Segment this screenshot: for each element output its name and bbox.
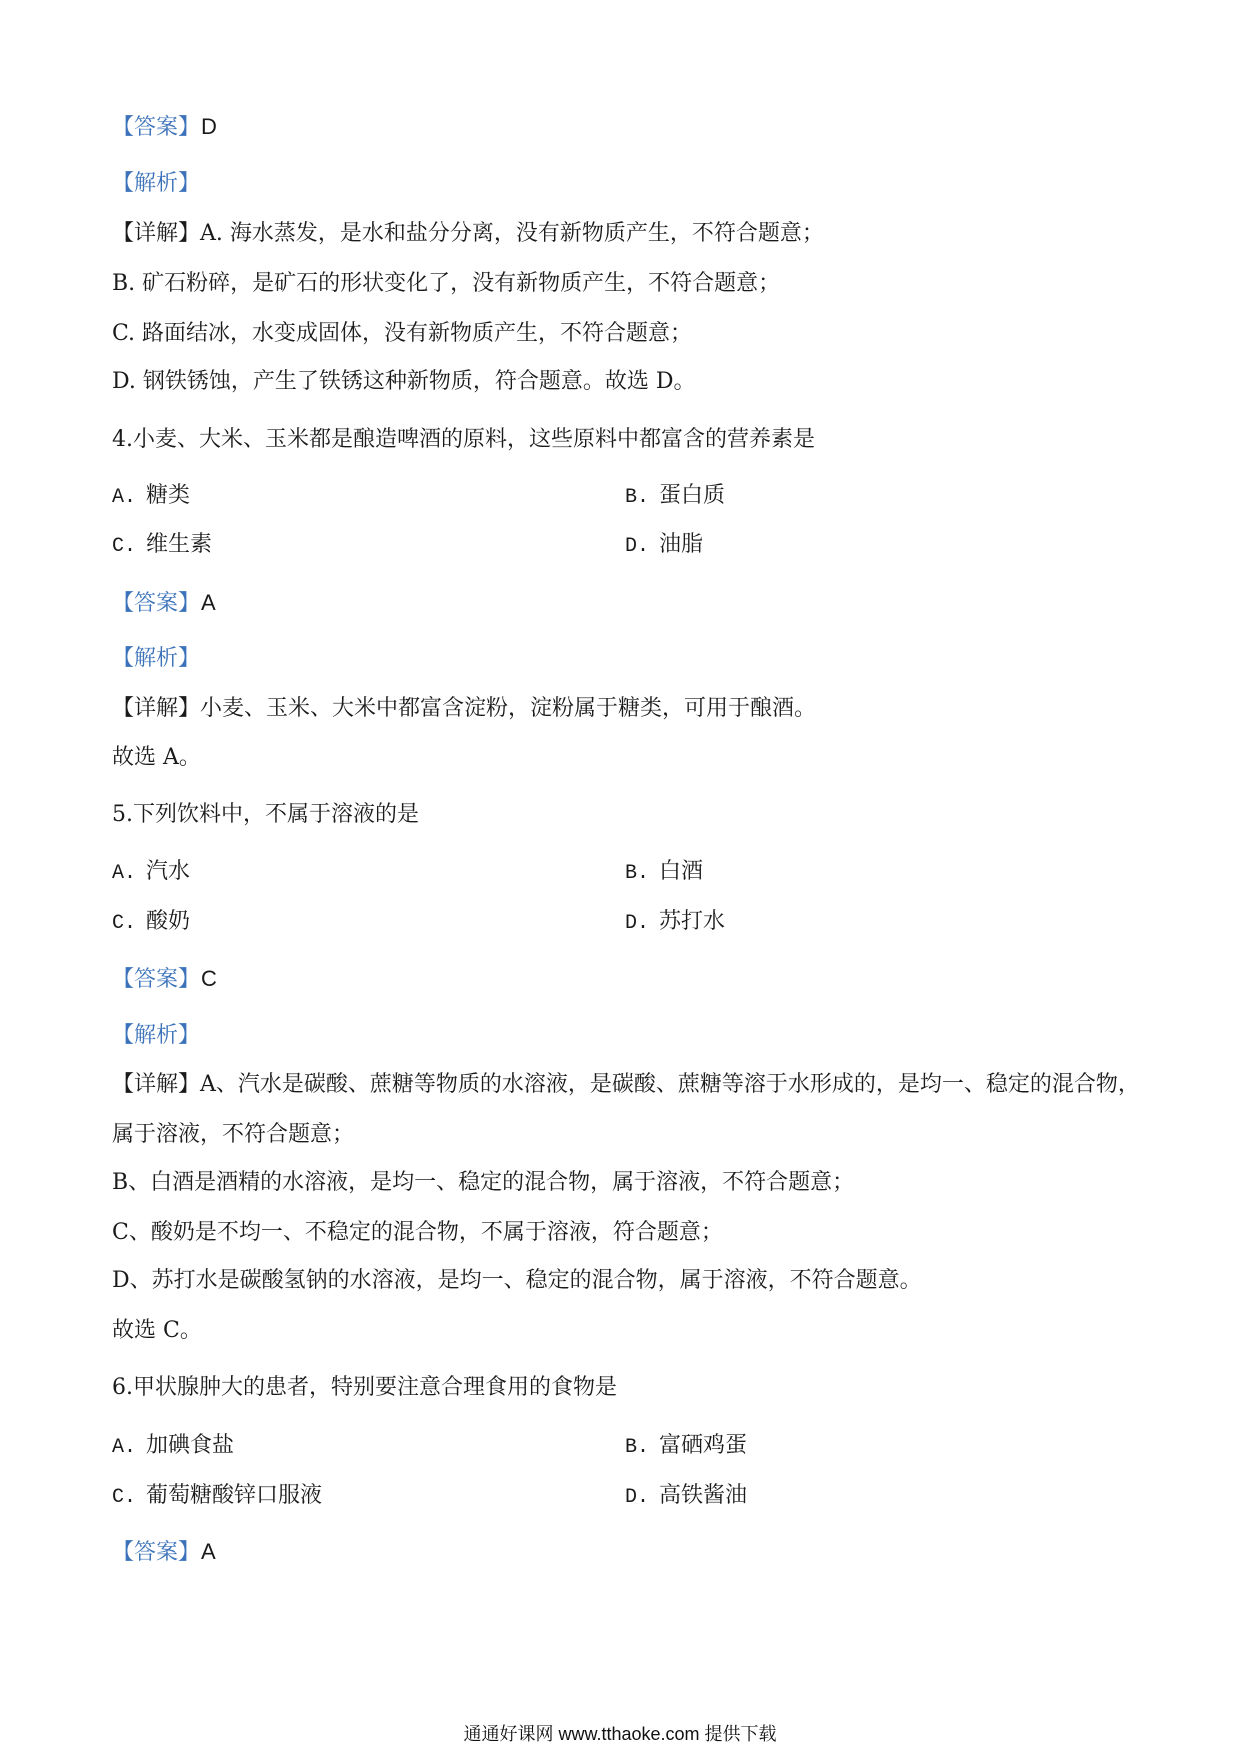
detail-line: C. 路面结冰，水变成固体，没有新物质产生，不符合题意；	[112, 321, 693, 346]
detail-label: 【详解】	[112, 1072, 201, 1097]
detail-line: 属于溶液，不符合题意；	[112, 1122, 355, 1147]
option-letter: C.	[112, 912, 137, 935]
option-b	[625, 1431, 747, 1463]
option-a	[112, 857, 190, 889]
answer-value: D	[201, 114, 217, 139]
detail-text: A. 海水蒸发，是水和盐分分离，没有新物质产生，不符合题意；	[200, 221, 824, 246]
options-row	[112, 530, 1112, 560]
option-c	[112, 1481, 322, 1513]
option-letter: B.	[625, 1436, 650, 1459]
options-row	[112, 857, 1112, 887]
option-text: 加碘食盐	[146, 1433, 235, 1458]
options-row	[112, 481, 1112, 511]
answer-value: C	[201, 966, 217, 991]
page-footer: 通通好课网 www.tthaoke.com 提供下载	[463, 1724, 777, 1744]
question-stem: 4.小麦、大米、玉米都是酿造啤酒的原料，这些原料中都富含的营养素是	[112, 427, 815, 452]
detail-text: 小麦、玉米、大米中都富含淀粉，淀粉属于糖类，可用于酿酒。	[200, 696, 817, 721]
options-row	[112, 907, 1112, 937]
answer-label: 【答案】	[112, 115, 201, 140]
analysis-label-line	[112, 169, 200, 199]
option-b	[625, 481, 725, 513]
analysis-label-line	[112, 644, 200, 674]
option-c	[112, 907, 190, 939]
analysis-label-line	[112, 1021, 200, 1051]
answer-value: A	[201, 1539, 216, 1564]
option-d	[625, 907, 725, 939]
option-letter: D.	[625, 1486, 650, 1509]
detail-line	[112, 1070, 1140, 1100]
option-letter: C.	[112, 1486, 137, 1509]
detail-label: 【详解】	[112, 221, 201, 246]
options-row	[112, 1431, 1112, 1461]
option-text: 富硒鸡蛋	[659, 1433, 748, 1458]
option-b	[625, 857, 703, 889]
option-letter: A.	[112, 486, 137, 509]
question-stem: 5.下列饮料中，不属于溶液的是	[112, 802, 419, 827]
answer-label: 【答案】	[112, 967, 201, 992]
option-d	[625, 530, 703, 562]
option-letter: A.	[112, 862, 137, 885]
answer-line	[112, 112, 217, 142]
analysis-label: 【解析】	[112, 1023, 201, 1048]
detail-line: D. 钢铁锈蚀，产生了铁锈这种新物质，符合题意。故选 D。	[112, 369, 696, 394]
option-d	[625, 1481, 747, 1513]
option-text: 葡萄糖酸锌口服液	[146, 1483, 323, 1508]
option-text: 白酒	[659, 859, 704, 884]
detail-line	[112, 219, 824, 249]
option-letter: B.	[625, 486, 650, 509]
option-text: 汽水	[146, 859, 191, 884]
option-text: 糖类	[146, 483, 191, 508]
answer-label: 【答案】	[112, 591, 201, 616]
detail-line: C、酸奶是不均一、不稳定的混合物，不属于溶液，符合题意；	[112, 1220, 723, 1245]
answer-line	[112, 964, 217, 994]
answer-line	[112, 588, 216, 618]
option-text: 高铁酱油	[659, 1483, 748, 1508]
detail-text: A、汽水是碳酸、蔗糖等物质的水溶液，是碳酸、蔗糖等溶于水形成的，是均一、稳定的混合物，	[200, 1072, 1140, 1097]
option-text: 蛋白质	[659, 483, 726, 508]
answer-label: 【答案】	[112, 1540, 201, 1565]
answer-value: A	[201, 590, 216, 615]
option-letter: B.	[625, 862, 650, 885]
option-text: 苏打水	[659, 909, 726, 934]
detail-line	[112, 694, 816, 724]
option-c	[112, 530, 212, 562]
detail-line: B. 矿石粉碎，是矿石的形状变化了，没有新物质产生，不符合题意；	[112, 271, 781, 296]
option-a	[112, 481, 190, 513]
detail-line: 故选 C。	[112, 1318, 202, 1343]
detail-line: D、苏打水是碳酸氢钠的水溶液，是均一、稳定的混合物，属于溶液，不符合题意。	[112, 1268, 922, 1293]
option-text: 酸奶	[146, 909, 191, 934]
option-letter: A.	[112, 1436, 137, 1459]
detail-line: 故选 A。	[112, 745, 201, 770]
question-stem: 6.甲状腺肿大的患者，特别要注意合理食用的食物是	[112, 1375, 617, 1400]
analysis-label: 【解析】	[112, 646, 201, 671]
answer-line	[112, 1537, 216, 1567]
option-letter: D.	[625, 535, 650, 558]
option-letter: D.	[625, 912, 650, 935]
detail-line: B、白酒是酒精的水溶液，是均一、稳定的混合物，属于溶液，不符合题意；	[112, 1170, 855, 1195]
analysis-label: 【解析】	[112, 171, 201, 196]
option-text: 维生素	[146, 532, 213, 557]
options-row	[112, 1481, 1112, 1511]
option-a	[112, 1431, 234, 1463]
option-letter: C.	[112, 535, 137, 558]
detail-label: 【详解】	[112, 696, 201, 721]
option-text: 油脂	[659, 532, 704, 557]
